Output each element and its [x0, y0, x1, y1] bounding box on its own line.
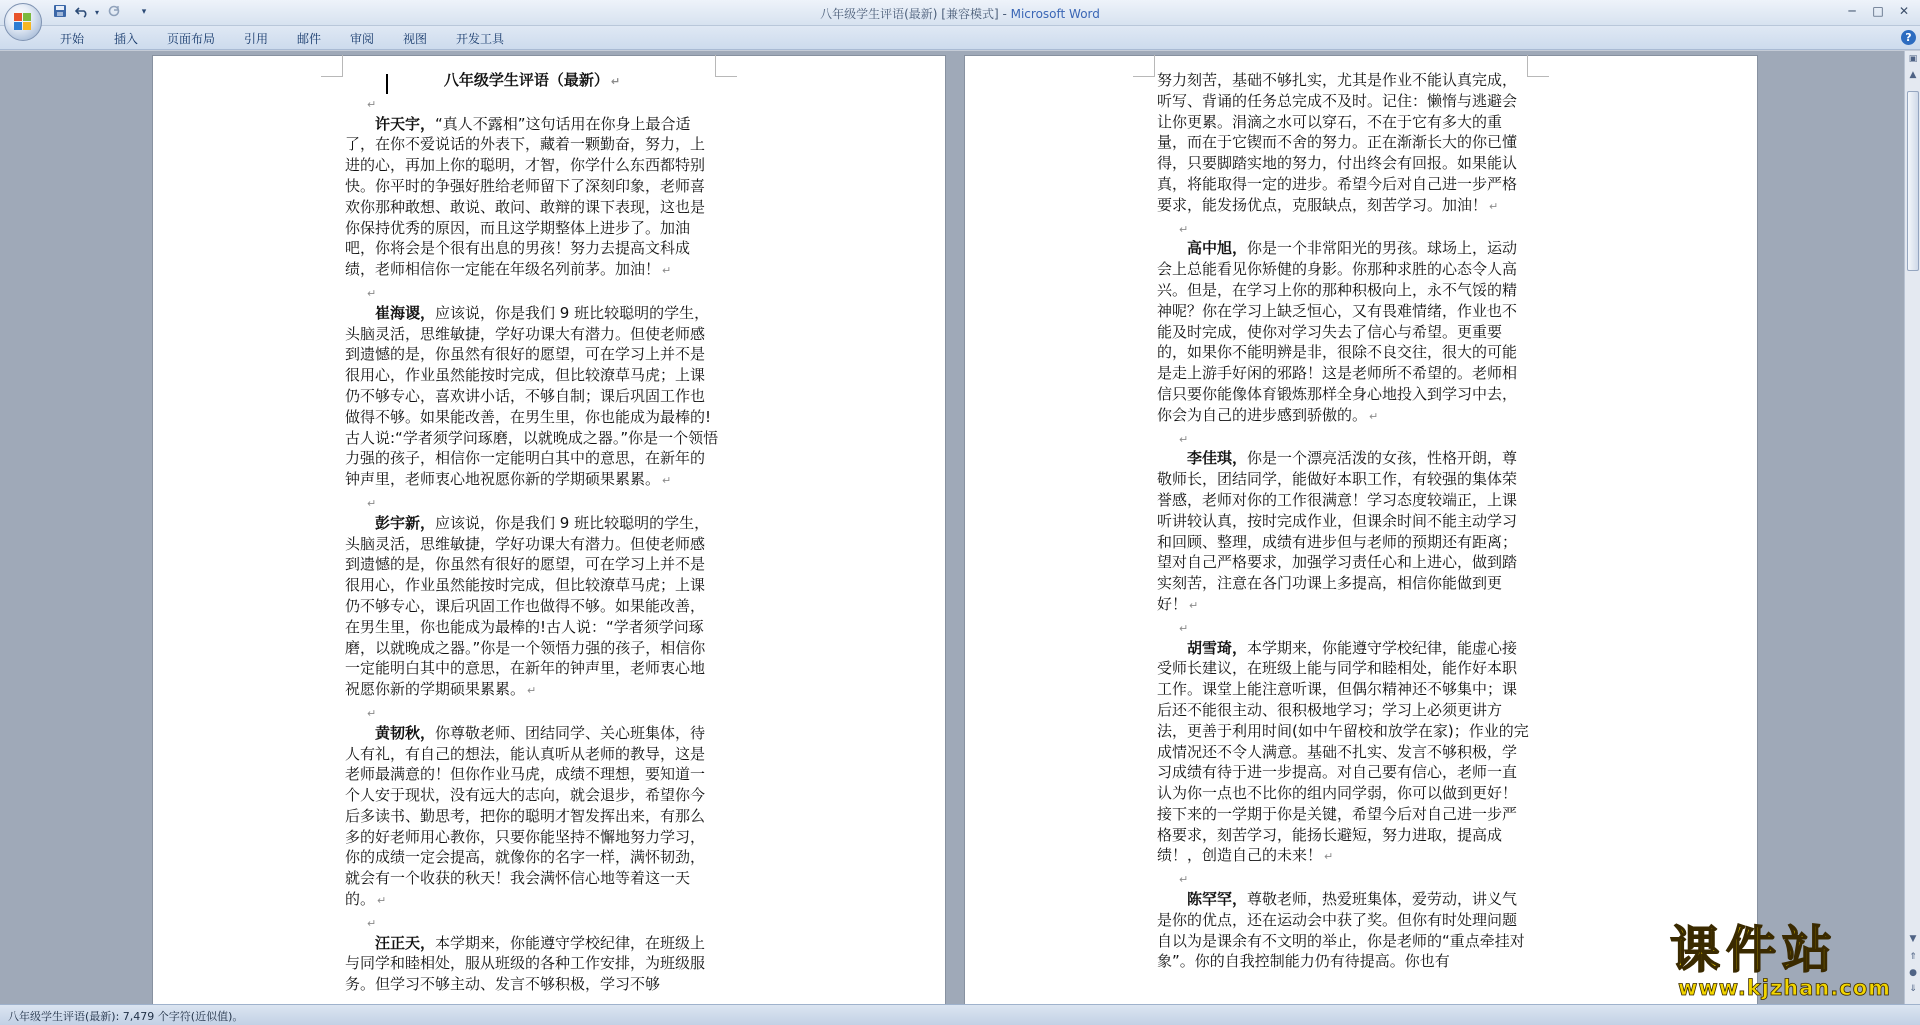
student-name: 彭宇新，	[375, 513, 436, 532]
empty-paragraph	[1157, 617, 1531, 638]
continuation-text: 努力刻苦，基础不够扎实，尤其是作业不能认真完成，听写、背诵的任务总完成不及时。记住：懒惰与逃避会让你更累。涓滴之水可以穿石，不在于它有多大的重量，而在于它锲而不舍的努力。正在渐渐长大的你已懂得，只要脚踏实地的努力，付出终会有回报。如果能认真，将能取得一定的进步。希望今后对自己进一步严格要求，能发扬优点，克服缺点，刻苦学习。加油！	[1157, 71, 1518, 214]
page-1-text[interactable]	[345, 70, 719, 995]
office-button[interactable]	[4, 3, 42, 41]
tab-home[interactable]: 开始	[60, 32, 85, 46]
student-comment-paragraph	[345, 933, 719, 995]
comment-text: 尊敬老师，热爱班集体，爱劳动，讲义气是你的优点，还在运动会中获了奖。但你有时处理问题自以为是课余有不文明的举止，你是老师的“重点牵挂对象”。你的自我控制能力仍有待提高。你也有	[1157, 890, 1525, 971]
student-comment-paragraph	[345, 513, 719, 702]
comment-text: 你是一个漂亮活泼的女孩，性格开朗，尊敬师长，团结同学，能做好本职工作，有较强的集体荣誉感，老师对你的工作很满意！学习态度较端正，上课听讲较认真，按时完成作业，但课余时间不能主动学习和回顾、整理，成绩有进步但与老师的预期还有距离；望对自己严格要求，加强学习责任心和上进心，做到踏实刻苦，注意在各门功课上多提高，相信你能做到更好！	[1157, 449, 1518, 613]
paragraph-mark: ↵	[610, 75, 621, 88]
watermark-url: www.kjzhan.com	[1678, 976, 1892, 1000]
word-count-status[interactable]: 八年级学生评语(最新): 7,479 个字符(近似值)。	[8, 1010, 244, 1023]
student-name: 崔海谡，	[375, 303, 436, 322]
student-name: 高中旭，	[1187, 239, 1248, 258]
student-comment-paragraph	[345, 114, 719, 282]
scroll-up-icon[interactable]: ▲	[1909, 70, 1917, 80]
page-1[interactable]	[152, 55, 946, 1004]
student-name: 汪正天，	[375, 933, 436, 952]
maximize-button[interactable]: □	[1872, 4, 1884, 18]
tab-review[interactable]: 审阅	[350, 32, 375, 46]
comment-text: 本学期来，你能遵守学校纪律，在班级上与同学和睦相处，服从班级的各种工作安排，为班级服务。但学习不够主动、发言不够积极，学习不够	[345, 933, 706, 994]
select-browse-object-icon[interactable]: ●	[1909, 968, 1917, 978]
document-heading	[345, 70, 719, 93]
paragraph-mark: ↵	[1189, 598, 1199, 612]
paragraph-mark: ↵	[1179, 432, 1189, 446]
paragraph-mark: ↵	[367, 706, 377, 720]
empty-paragraph	[345, 93, 719, 114]
paragraph-mark: ↵	[527, 684, 537, 698]
help-icon[interactable]: ?	[1901, 30, 1916, 45]
document-area[interactable]	[0, 51, 1904, 1004]
previous-page-icon[interactable]: ⇑	[1909, 952, 1917, 962]
paragraph-mark: ↵	[367, 286, 377, 300]
comment-text: 本学期来，你能遵守学校纪律，能虚心接受师长建议，在班级上能与同学和睦相处，能作好本职工作。课堂上能注意听课，但偶尔精神还不够集中；课后还不能很主动、很积极地学习；学习上必须更讲方法，更善于利用时间(如中午留校和放学在家)；作业的完成情况还不令人满意。基础不扎实、发言不够积极，学习成绩有待于进一步提高。对自己要有信心，老师一直认为你一点也不比你的组内同学弱，你可以做到更好！接下来的一学期于你是关键，希望今后对自己进一步严格要求，刻苦学习，能扬长避短，努力进取，提高成绩！，创造自己的未来！	[1157, 638, 1529, 865]
page-2-text[interactable]	[1157, 70, 1531, 972]
tab-developer[interactable]: 开发工具	[456, 32, 505, 46]
close-button[interactable]: ✕	[1898, 4, 1910, 18]
tab-mailings[interactable]: 邮件	[297, 32, 322, 46]
paragraph-mark: ↵	[367, 496, 377, 510]
student-comment-paragraph	[1157, 638, 1531, 869]
title-bar	[0, 0, 1920, 26]
paragraph-mark: ↵	[662, 264, 672, 278]
empty-paragraph	[1157, 218, 1531, 239]
window-title	[0, 5, 1920, 22]
tab-insert[interactable]: 插入	[114, 32, 139, 46]
paragraph-mark: ↵	[367, 916, 377, 930]
paragraph-mark: ↵	[1324, 850, 1334, 864]
continuation-paragraph	[1157, 70, 1531, 218]
student-comment-paragraph	[1157, 448, 1531, 616]
paragraph-mark: ↵	[662, 474, 672, 488]
comment-text: 应该说，你是我们 9 班比较聪明的学生，头脑灵活，思维敏捷，学好功课大有潜力。但使老师感到遗憾的是，你虽然有很好的愿望，可在学习上并不是很用心，作业虽然能按时完成，但比较潦草马虎；上课仍不够专心，课后巩固工作也做得不够。如果能改善，在男生里，你也能成为最棒的!古人说：“学者须学问琢磨，以就晚成之器。”你是一个领悟力强的孩子，相信你一定能明白其中的意思，在新年的钟声里，老师衷心地祝愿你新的学期硕果累累。	[345, 513, 710, 699]
empty-paragraph	[345, 702, 719, 723]
empty-paragraph	[345, 282, 719, 303]
tab-references[interactable]: 引用	[244, 32, 269, 46]
crop-mark	[1133, 55, 1155, 77]
page-2[interactable]	[964, 55, 1758, 1004]
student-name: 黄韧秋，	[375, 723, 436, 742]
comment-text: 应该说，你是我们 9 班比较聪明的学生，头脑灵活，思维敏捷，学好功课大有潜力。但使老师感到遗憾的是，你虽然有很好的愿望，可在学习上并不是很用心，作业虽然能按时完成，但比较潦草马虎；上课仍不够专心，喜欢讲小话，不够自制；课后巩固工作也做得不够。如果能改善，在男生里，你也能成为最棒的!古人说:“学者须学问琢磨，以就晚成之器。”你是一个领悟力强的孩子，相信你一定能明白其中的意思，在新年的钟声里，老师衷心地祝愿你新的学期硕果累累。	[345, 303, 719, 489]
paragraph-mark: ↵	[377, 894, 387, 908]
student-comment-paragraph	[345, 303, 719, 492]
empty-paragraph	[345, 492, 719, 513]
undo-dropdown-icon[interactable]: ▾	[94, 8, 99, 17]
student-comment-paragraph	[1157, 238, 1531, 427]
empty-paragraph	[1157, 868, 1531, 889]
paragraph-mark: ↵	[367, 97, 377, 111]
watermark-logo	[1670, 922, 1902, 1002]
office-logo-icon	[14, 13, 32, 31]
app-name: Microsoft Word	[1010, 7, 1100, 21]
tab-page-layout[interactable]: 页面布局	[167, 32, 216, 46]
scroll-thumb[interactable]	[1907, 91, 1919, 271]
next-page-icon[interactable]: ⇓	[1909, 984, 1917, 994]
paragraph-mark: ↵	[1179, 621, 1189, 635]
paragraph-mark: ↵	[1179, 873, 1189, 887]
paragraph-mark: ↵	[1369, 409, 1379, 423]
comment-text: “真人不露相”这句话用在你身上最合适了，在你不爱说话的外表下，藏着一颗勤奋，努力，上进的心，再加上你的聪明，才智，你学什么东西都特别快。你平时的争强好胜给老师留下了深刻印象，老师喜欢你那种敢想、敢说、敢问、敢辩的课下表现，这也是你保持优秀的原因，而且这学期整体上进步了。加油吧，你将会是个很有出息的男孩！努力去提高文科成绩，老师相信你一定能在年级名列前茅。加油！	[345, 114, 706, 279]
customize-qat-icon[interactable]: ▾	[141, 7, 147, 17]
crop-mark	[321, 55, 343, 77]
paragraph-mark: ↵	[1179, 222, 1189, 236]
comment-text: 你是一个非常阳光的男孩。球场上，运动会上总能看见你矫健的身影。你那种求胜的心态令人高兴。但是，在学习上你的那种积极向上，永不气馁的精神呢？你在学习上缺乏恒心，又有畏难情绪，作业也不能及时完成，使你对学习失去了信心与希望。更重要的，如果你不能明辨是非，很除不良交往，很大的可能是走上游手好闲的邪路！这是老师所不希望的。老师相信只要你能像体育锻炼那样全身心地投入到学习中去，你会为自己的进步感到骄傲的。	[1157, 239, 1518, 424]
tab-view[interactable]: 视图	[403, 32, 428, 46]
student-name: 胡雪琦，	[1187, 638, 1248, 657]
document-title-text: 八年级学生评语(最新) [兼容模式] -	[820, 7, 1011, 21]
empty-paragraph	[1157, 428, 1531, 449]
status-bar	[0, 1004, 1920, 1025]
empty-paragraph	[345, 912, 719, 933]
vertical-scrollbar[interactable]	[1904, 51, 1920, 1004]
watermark-title: 课件站	[1670, 920, 1838, 979]
student-comment-paragraph	[1157, 889, 1531, 972]
student-name: 李佳琪，	[1187, 449, 1248, 468]
paragraph-mark: ↵	[1489, 199, 1499, 213]
scroll-down-icon[interactable]: ▼	[1909, 934, 1917, 944]
comment-text: 你尊敬老师、团结同学、关心班集体，待人有礼，有自己的想法，能认真听从老师的教导，这是老师最满意的！但你作业马虎，成绩不理想，要知道一个人安于现状，没有远大的志向，就会退步，希望你今后多读书、勤思考，把你的聪明才智发挥出来，有那么多的好老师用心教你，只要你能坚持不懈地努力学习，你的成绩一定会提高，就像你的名字一样，满怀韧劲，就会有一个收获的秋天！我会满怀信心地等着这一天的。	[345, 723, 706, 909]
minimize-button[interactable]: ─	[1848, 4, 1856, 18]
student-name: 许天宇，	[375, 114, 436, 133]
ruler-toggle-icon[interactable]: ▣	[1908, 54, 1918, 64]
student-name: 陈罕罕，	[1187, 890, 1248, 909]
ribbon-tab-bar	[0, 26, 1920, 50]
document-heading-text: 八年级学生评语（最新）	[443, 71, 609, 89]
student-comment-paragraph	[345, 723, 719, 912]
